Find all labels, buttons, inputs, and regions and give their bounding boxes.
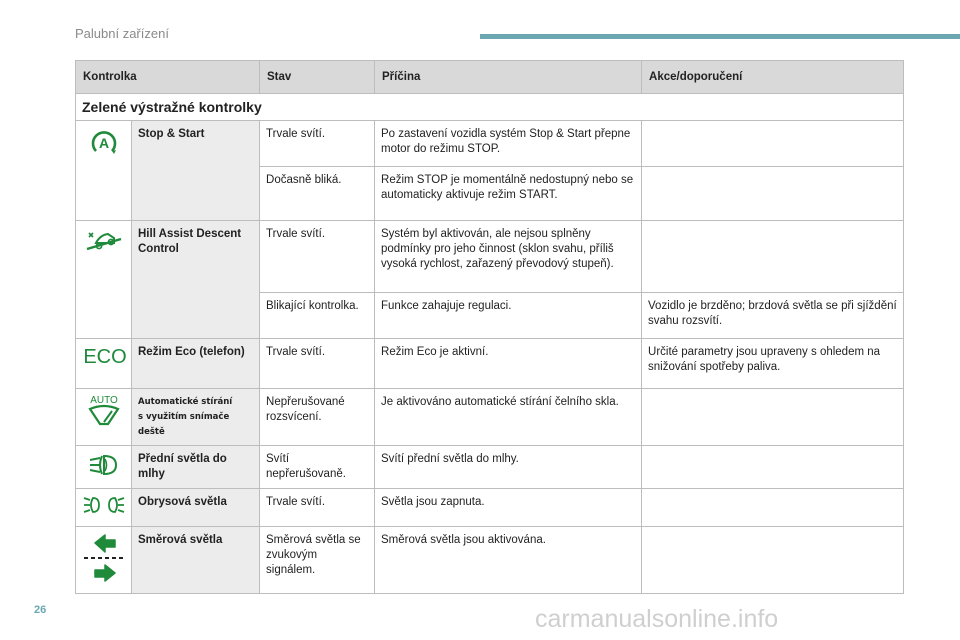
indicator-name: Stop & Start: [132, 121, 260, 221]
svg-text:ECO: ECO: [83, 346, 127, 367]
cause-cell: Funkce zahajuje regulaci.: [375, 293, 642, 339]
table-row: [76, 389, 904, 446]
svg-text:AUTO: AUTO: [89, 395, 118, 406]
action-cell: [642, 121, 904, 167]
state-cell: Trvale svítí.: [260, 339, 375, 389]
page-header-title: Palubní zařízení: [75, 26, 169, 41]
sidelights-icon: [82, 507, 126, 519]
action-cell: [642, 527, 904, 594]
auto-start-stop-icon: [87, 135, 121, 160]
indicator-name: [132, 389, 260, 446]
indicator-name: Obrysová světla: [132, 489, 260, 527]
state-cell: Nepřerušované rozsvícení.: [260, 389, 375, 446]
action-cell: [642, 167, 904, 221]
column-header-action: Akce/doporučení: [642, 61, 904, 94]
table-row: [76, 446, 904, 489]
cause-cell: Režim Eco je aktivní.: [375, 339, 642, 389]
indicator-name: Přední světla do mlhy: [132, 446, 260, 489]
column-header-cause: Příčina: [375, 61, 642, 94]
table-header-row: [76, 61, 904, 94]
warning-lights-table: [75, 60, 904, 594]
cause-cell: Svítí přední světla do mlhy.: [375, 446, 642, 489]
table-row: [76, 121, 904, 167]
cause-cell: Je aktivováno automatické stírání čelního skla.: [375, 389, 642, 446]
indicator-name: Režim Eco (telefon): [132, 339, 260, 389]
auto-wiper-icon: [84, 395, 124, 430]
direction-indicators-icon: [82, 574, 128, 586]
indicator-name-line-2: s využitím snímače deště: [138, 412, 230, 437]
eco-icon: [82, 346, 128, 370]
icon-cell: [76, 446, 132, 489]
icon-cell: [76, 121, 132, 221]
action-cell: [642, 389, 904, 446]
svg-text:A: A: [98, 135, 109, 151]
state-cell: Dočasně bliká.: [260, 167, 375, 221]
table-row: [76, 339, 904, 389]
cause-cell: Režim STOP je momentálně nedostupný nebo se automaticky aktivuje režim START.: [375, 167, 642, 221]
table-row: [76, 221, 904, 293]
state-cell: Směrová světla se zvukovým signálem.: [260, 527, 375, 594]
icon-cell: [76, 339, 132, 389]
indicator-name: Směrová světla: [132, 527, 260, 594]
indicator-name-line-1: Automatické stírání: [138, 397, 233, 407]
section-title-row: [76, 94, 904, 121]
action-cell: Určité parametry jsou upraveny s ohledem na snižování spotřeby paliva.: [642, 339, 904, 389]
state-cell: Trvale svítí.: [260, 489, 375, 527]
state-cell: Blikající kontrolka.: [260, 293, 375, 339]
section-title: Zelené výstražné kontrolky: [76, 94, 904, 121]
action-cell: [642, 489, 904, 527]
state-cell: Svítí nepřerušovaně.: [260, 446, 375, 489]
cause-cell: Po zastavení vozidla systém Stop & Start přepne motor do režimu STOP.: [375, 121, 642, 167]
page-number: 26: [34, 604, 47, 616]
cause-cell: Systém byl aktivován, ale nejsou splněny podmínky pro jeho činnost (sklon svahu, příliš vysoká rychlost, zařazený převodový stupeň).: [375, 221, 642, 293]
hill-descent-icon: [84, 248, 124, 260]
action-cell: [642, 446, 904, 489]
icon-cell: [76, 527, 132, 594]
column-header-indicator: Kontrolka: [76, 61, 260, 94]
icon-cell: [76, 221, 132, 339]
indicator-name: Hill Assist Descent Control: [132, 221, 260, 339]
cause-cell: Světla jsou zapnuta.: [375, 489, 642, 527]
watermark: carmanualsonline.info: [535, 605, 779, 633]
front-fog-light-icon: [86, 469, 122, 481]
state-cell: Trvale svítí.: [260, 221, 375, 293]
icon-cell: [76, 389, 132, 446]
cause-cell: Směrová světla jsou aktivována.: [375, 527, 642, 594]
header-accent-bar: [480, 34, 960, 39]
action-cell: [642, 221, 904, 293]
action-cell: Vozidlo je brzděno; brzdová světla se při sjíždění svahu rozsvítí.: [642, 293, 904, 339]
table-row: [76, 527, 904, 594]
icon-cell: [76, 489, 132, 527]
state-cell: Trvale svítí.: [260, 121, 375, 167]
column-header-state: Stav: [260, 61, 375, 94]
table-row: [76, 489, 904, 527]
